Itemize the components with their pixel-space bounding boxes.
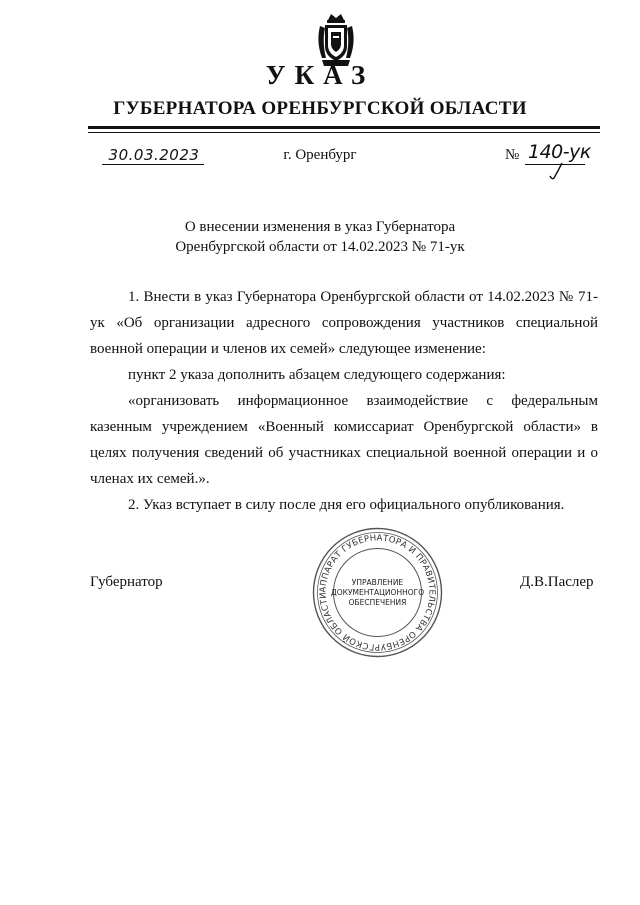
document-date: 30.03.2023 (108, 146, 200, 164)
signatory-role: Губернатор (90, 574, 163, 590)
body-paragraph-2: пункт 2 указа дополнить абзацем следующего содержания: (128, 367, 506, 383)
official-stamp (311, 526, 444, 659)
document-city: г. Оренбург (283, 147, 357, 163)
number-sign: № (505, 147, 520, 163)
signatory-name: Д.В.Паслер (520, 574, 594, 590)
header-rule-thick (88, 126, 600, 129)
handwriting-flourish-icon (548, 162, 568, 180)
body-paragraph-1: 1. Внести в указ Губернатора Оренбургской области от 14.02.2023 № 71-ук «Об организации адресного сопровождения участников специальной военной операции и членов их семей» следующее изменение: (90, 289, 598, 357)
document-title: УКАЗ (265, 60, 375, 90)
document-number: 140-ук (528, 141, 591, 163)
body-paragraph-3: «организовать информационное взаимодействие с федеральным казенным учреждением «Военный комиссариат Оренбургской области» в целях получения сведений об участниках специальной военной операции и о членах их семей.». (90, 393, 598, 487)
document-subtitle: ГУБЕРНАТОРА ОРЕНБУРГСКОЙ ОБЛАСТИ (113, 98, 527, 119)
stamp-center-line-1: УПРАВЛЕНИЕ (351, 578, 404, 587)
date-underline (102, 164, 204, 165)
stamp-center-line-3: ОБЕСПЕЧЕНИЯ (348, 598, 407, 607)
stamp-ring-text: АППАРАТ ГУБЕРНАТОРА И ПРАВИТЕЛЬСТВА ОРЕНБУРГСКОЙ ОБЛАСТИ (318, 533, 437, 652)
stamp-center-line-2: ДОКУМЕНТАЦИОННОГО (330, 588, 425, 597)
document-subject (0, 217, 640, 257)
body-paragraph-4: 2. Указ вступает в силу после дня его официального опубликования. (128, 497, 565, 513)
subject-line-1: О внесении изменения в указ Губернатора (184, 219, 456, 235)
header-rule-thin (88, 132, 600, 133)
subject-line-2: Оренбургской области от 14.02.2023 № 71-ук (175, 239, 465, 255)
